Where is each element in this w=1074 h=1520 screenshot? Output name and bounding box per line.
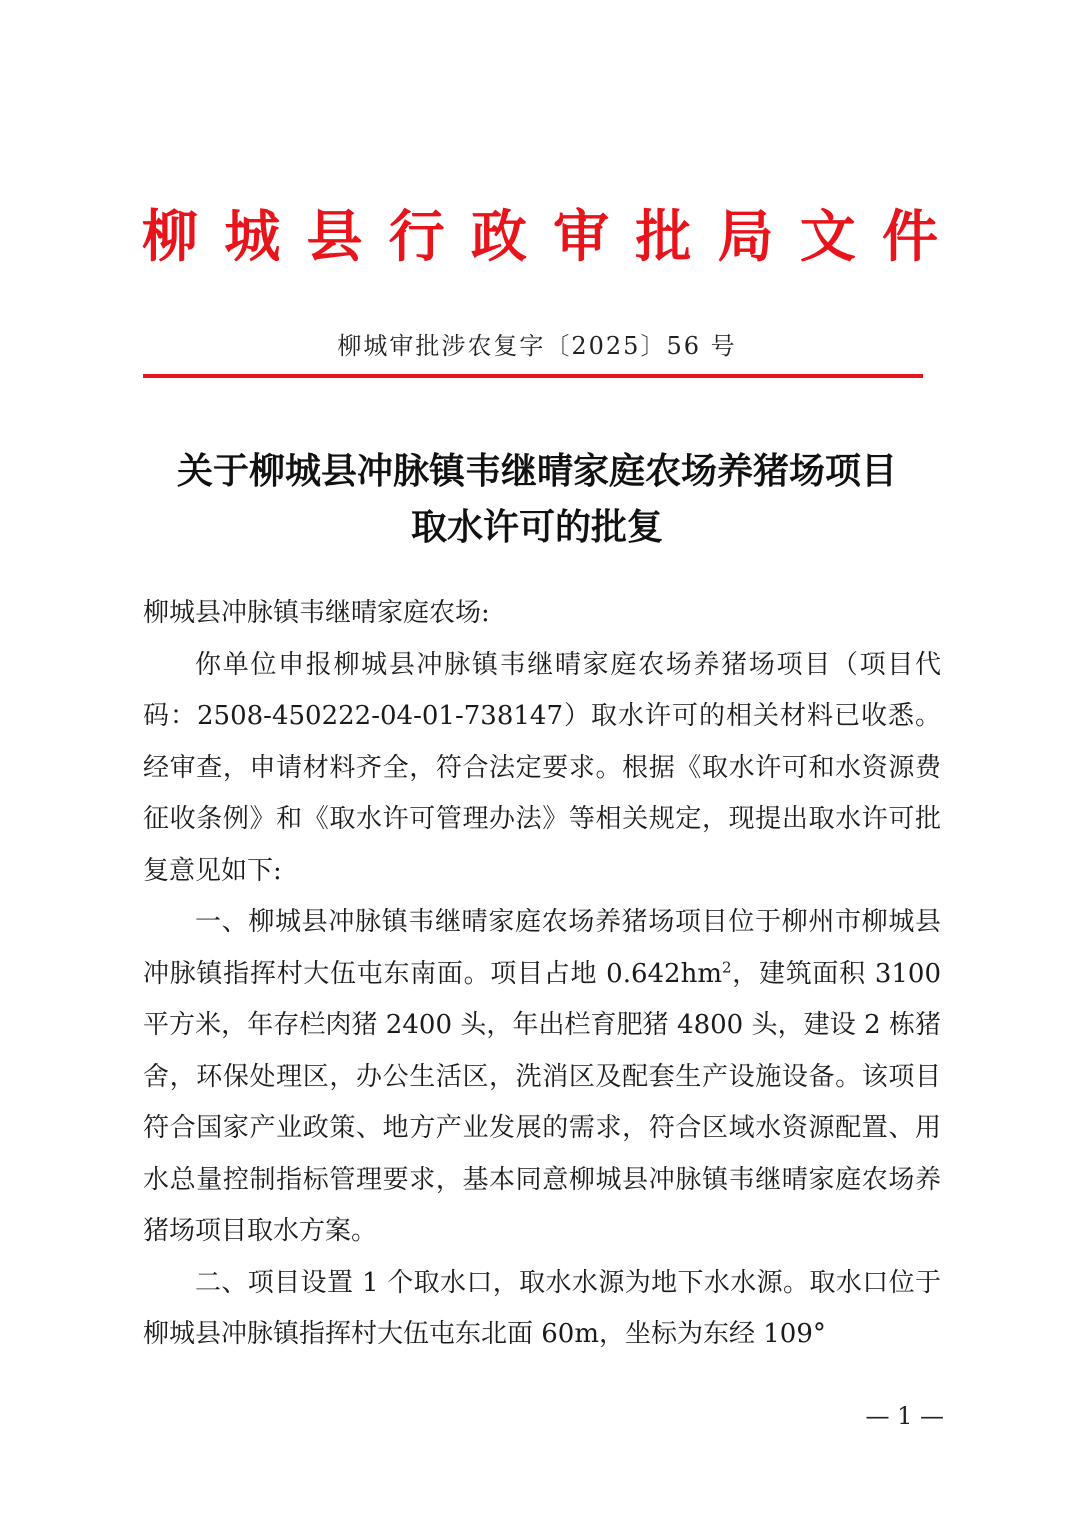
paragraph-2-text-a: 一、柳城县冲脉镇韦继晴家庭农场养猪场项目位于柳州市柳城县冲脉镇指挥村大伍屯东南面。项目占地 0.642hm	[143, 907, 941, 989]
header-char: 城	[224, 205, 281, 270]
header-char: 批	[635, 205, 692, 270]
header-char: 局	[717, 205, 774, 270]
addressee: 柳城县冲脉镇韦继晴家庭农场:	[143, 598, 490, 628]
paragraph-2-text-b: ，建筑面积 3100 平方米，年存栏肉猪 2400 头，年出栏育肥猪 4800 头，建设 2 栋猪舍，环保处理区，办公生活区，洗消区及配套生产设施设备。该项目符合国家产业政策、地方产业发展的需求，符合区域水资源配置、用水总量控制指标管理要求，基本同意柳城县冲脉镇韦继晴家庭农场养猪场项目取水方案。	[143, 958, 941, 1246]
superscript: 2	[722, 957, 732, 976]
document-body	[143, 588, 941, 1361]
title-line-2: 取水许可的批复	[410, 507, 663, 548]
issuing-authority-header	[140, 198, 940, 268]
title-line-1: 关于柳城县冲脉镇韦继晴家庭农场养猪场项目	[176, 451, 897, 492]
header-char: 县	[306, 205, 363, 270]
header-char: 审	[553, 205, 610, 270]
page-number: — 1 —	[865, 1402, 944, 1430]
header-char: 行	[388, 205, 445, 270]
header-char: 文	[799, 205, 856, 270]
header-char: 件	[881, 205, 938, 270]
header-char: 政	[470, 205, 527, 270]
document-subject-title	[120, 444, 954, 556]
document-number: 柳城审批涉农复字〔2025〕56 号	[337, 332, 737, 360]
red-divider-line	[143, 374, 923, 378]
header-char: 柳	[142, 205, 198, 270]
paragraph-3: 二、项目设置 1 个取水口，取水水源为地下水水源。取水口位于柳城县冲脉镇指挥村大伍屯东北面 60m，坐标为东经 109°	[143, 1267, 941, 1349]
paragraph-2	[143, 897, 941, 1258]
paragraph-1: 你单位申报柳城县冲脉镇韦继晴家庭农场养猪场项目（项目代码：2508-450222-04-01-738147）取水许可的相关材料已收悉。经审查，申请材料齐全，符合法定要求。根据《取水许可和水资源费征收条例》和《取水许可管理办法》等相关规定，现提出取水许可批复意见如下:	[143, 649, 941, 886]
